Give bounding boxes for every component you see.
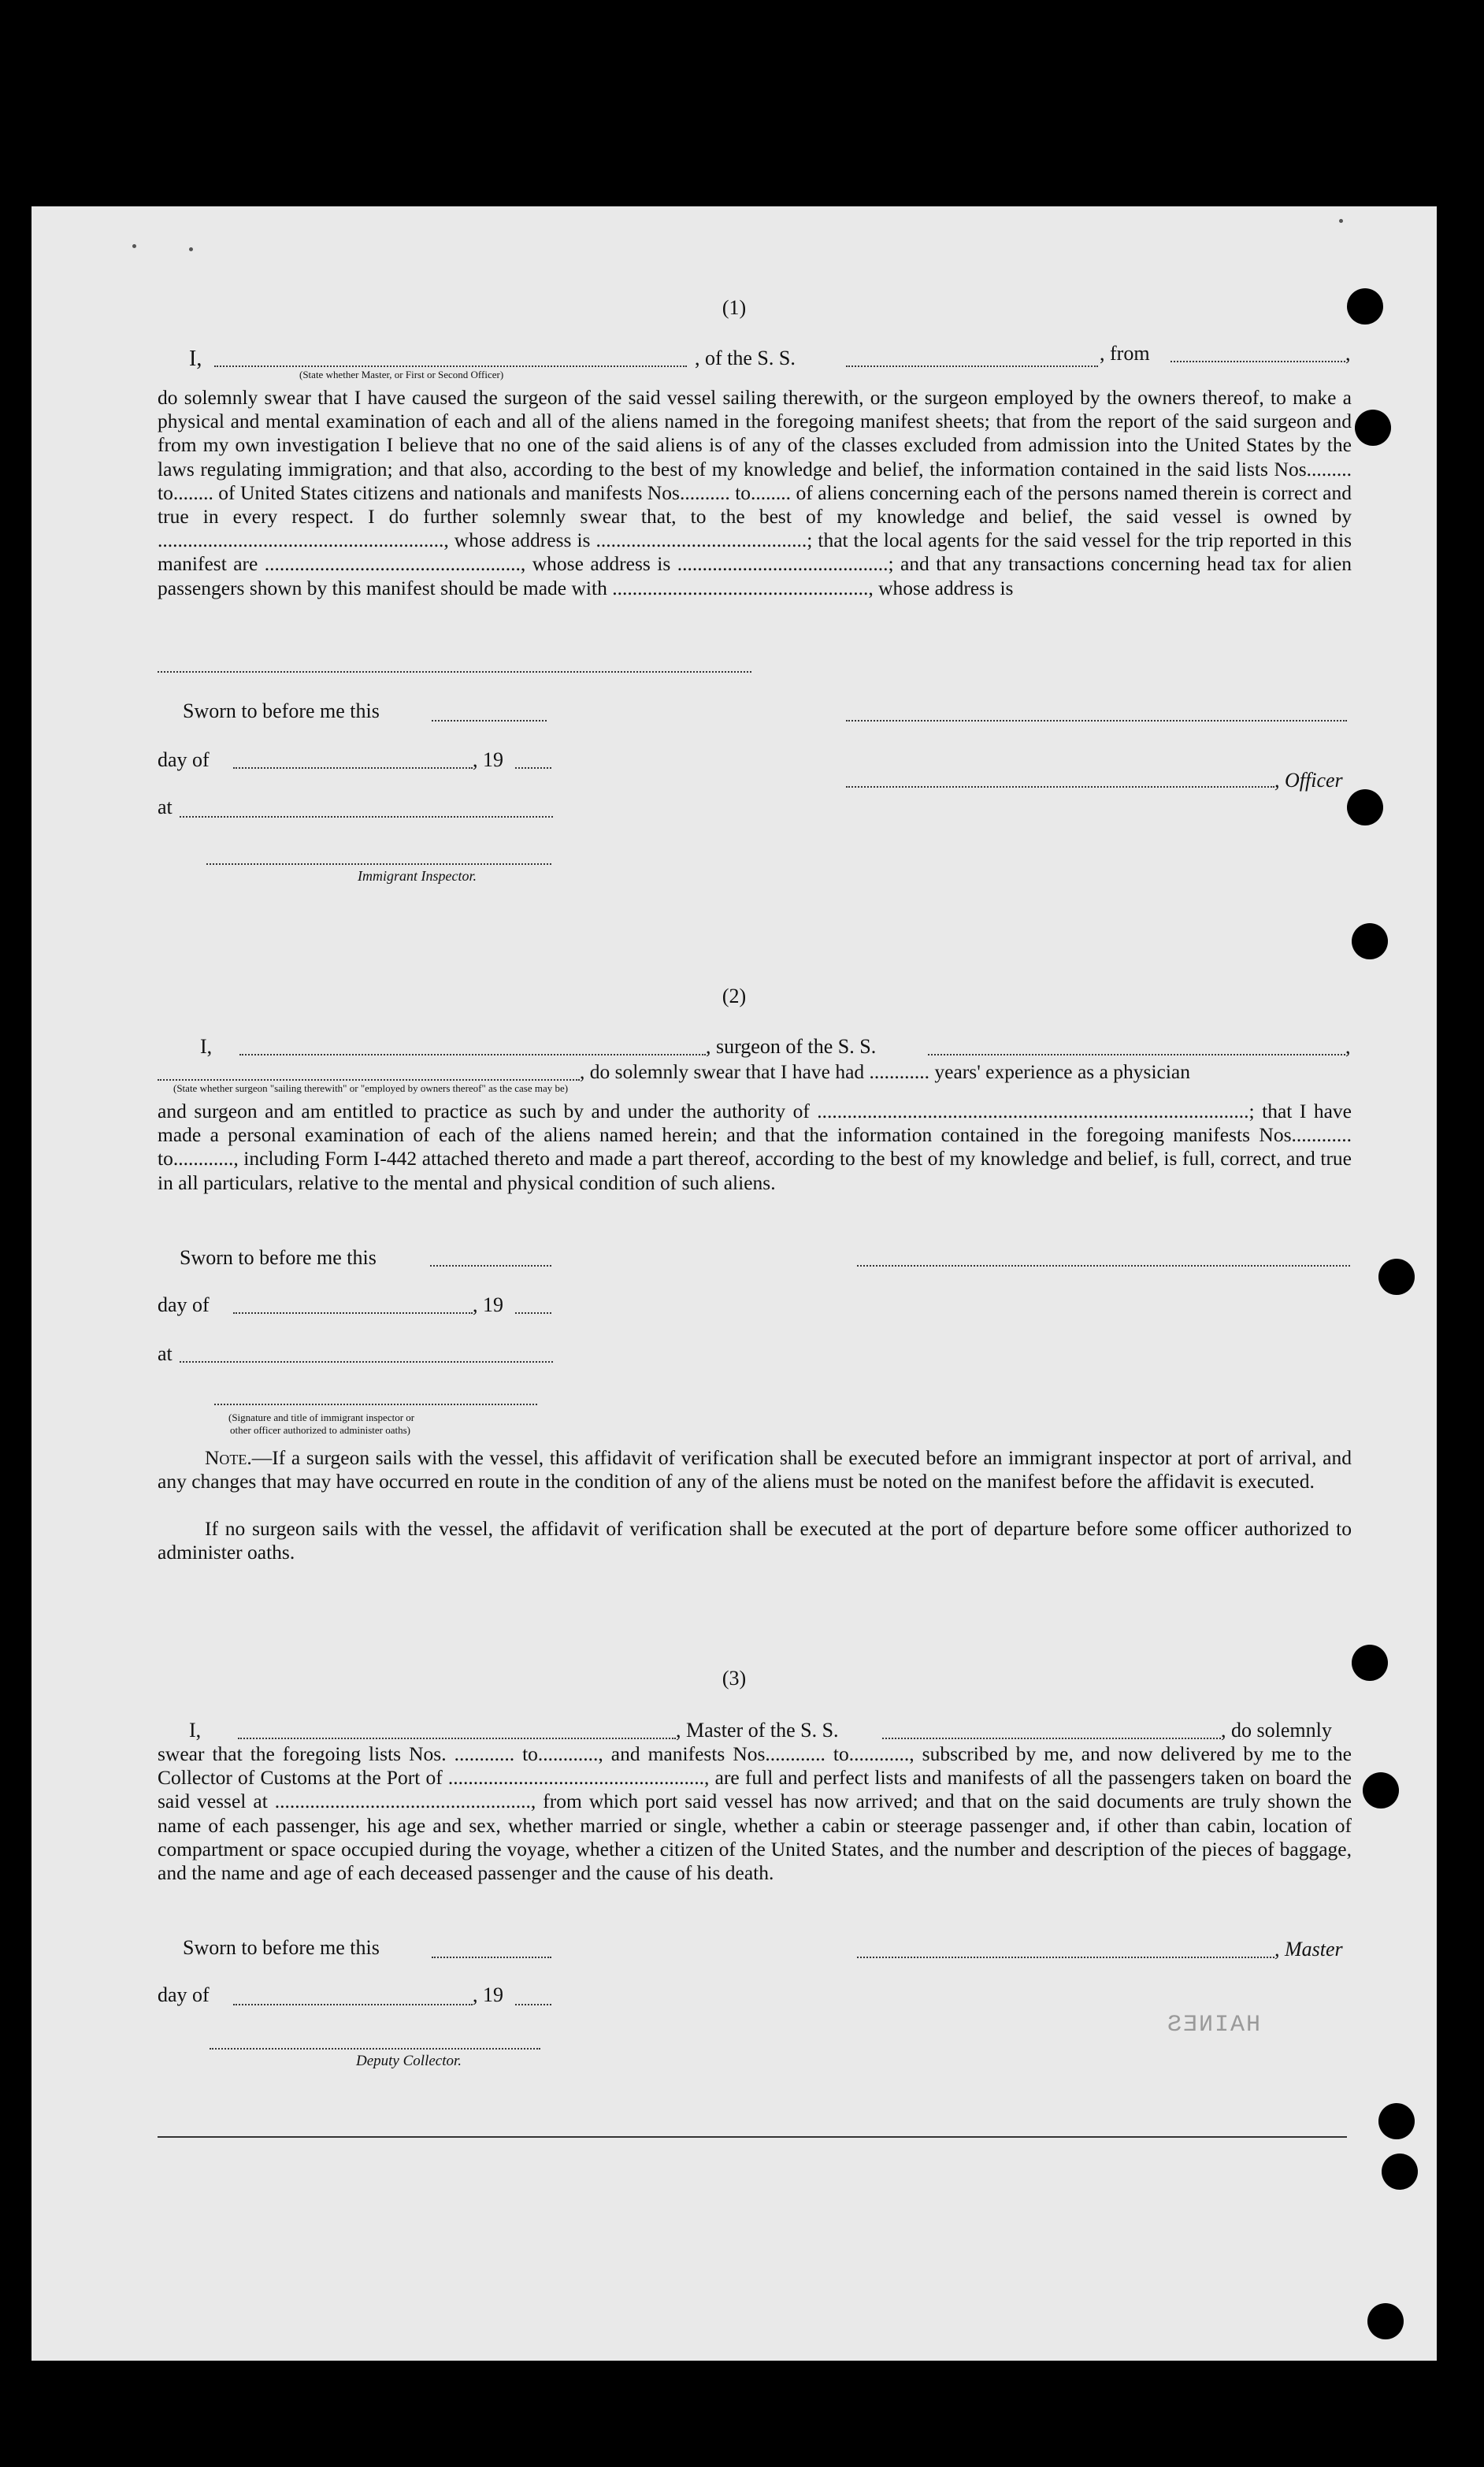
do-solemnly-label: , do solemnly — [1221, 1719, 1332, 1742]
at-label-2: at — [158, 1342, 173, 1365]
signature-note-1: (Signature and title of immigrant inspector or — [228, 1412, 415, 1423]
note-label: Note. — [205, 1446, 252, 1469]
day-of-blank-3 — [233, 2004, 473, 2005]
line-end: , — [1345, 342, 1351, 365]
master-of-label: , Master of the S. S. — [676, 1719, 839, 1742]
inspector-signature-blank — [206, 863, 551, 865]
punch-hole — [1347, 789, 1383, 825]
affidavit-2-body: and surgeon and am entitled to practice as such by and under the authority of ......................................................................................; that I have made a personal examination of each of the aliens named herein; and that the information contained in the foregoing manifests Nos............ to............, including Form I-442 attached thereto and made a part thereof, according to the best of my knowledge and belief, is full, correct, and true in all particulars, relative to the mental and physical condition of such aliens. — [158, 1100, 1352, 1194]
affidavit-2-i: I, — [200, 1035, 213, 1058]
officer-note: (State whether Master, or First or Second Officer) — [299, 369, 504, 380]
surgeon-note: (State whether surgeon "sailing therewith" or "employed by owners thereof" as the case may be) — [173, 1082, 569, 1094]
year-blank-1 — [515, 767, 551, 769]
vessel-name-blank — [846, 365, 1098, 367]
affidavit-1-body: do solemnly swear that I have caused the surgeon of the said vessel sailing therewith, or the surgeon employed by the owners thereof, to make a physical and mental examination of each and all of the aliens named in the foregoing manifest sheets; that from the report of the said surgeon and from my own investigation I believe that no one of the said aliens is of any of the classes excluded from admission into the United States by the laws regulating immigration; and that also, according to the best of my knowledge and belief, the information contained in the said lists Nos......... to........ of United States citizens and nationals and manifests Nos.......... to........ of aliens concerning each of the persons named therein is correct and true in every respect. I do further solemnly swear that, to the best of my knowledge and belief, the said vessel is owned by ........................................................., whose address is ..........................................; that the local agents for the said vessel for the trip reported in this manifest are ..................................................., whose address is ..........................................; and that any transactions concerning head tax for alien passengers shown by this manifest should be made with ..................................................., whose address is — [158, 386, 1352, 599]
year-label-3: , 19 — [473, 1983, 503, 2006]
sworn-date-blank-1 — [432, 720, 547, 722]
day-of-label-2: day of — [158, 1293, 210, 1316]
punch-hole — [1355, 410, 1391, 446]
day-of-blank-2 — [233, 1312, 473, 1314]
affidavit-1-i: I, — [189, 347, 202, 371]
ink-spot — [189, 247, 193, 251]
punch-hole — [1367, 2303, 1404, 2339]
address-continuation-blank — [158, 671, 751, 673]
punch-hole — [1378, 2103, 1415, 2139]
officer-label: , Officer — [1274, 769, 1343, 792]
affidavit-2-number: (2) — [722, 985, 747, 1007]
sworn-label-1: Sworn to before me this — [183, 699, 380, 722]
year-blank-2 — [515, 1312, 551, 1314]
immigrant-inspector-label: Immigrant Inspector. — [358, 868, 477, 884]
note-text-1: —If a surgeon sails with the vessel, this affidavit of verification shall be executed before an immigrant inspector at port of arrival, and any changes that may have occurred en route in the condition of any of the aliens must be noted on the manifest before the affidavit is executed. — [158, 1446, 1352, 1493]
experience-line: , do solemnly swear that I have had ............ years' experience as a physician — [580, 1060, 1190, 1083]
sworn-label-3: Sworn to before me this — [183, 1936, 380, 1959]
surgeon-note-paragraph — [158, 1446, 1352, 1493]
day-of-label-3: day of — [158, 1983, 210, 2006]
collector-signature-blank — [210, 2048, 540, 2050]
of-ss-label: , of the S. S. — [695, 347, 796, 369]
sworn-date-blank-3 — [432, 1957, 551, 1958]
deputy-collector-label: Deputy Collector. — [356, 2053, 462, 2069]
line-end-2: , — [1345, 1035, 1351, 1058]
manifest-page — [32, 206, 1437, 2361]
officer-name-line — [846, 786, 1274, 788]
affidavit-1-number: (1) — [722, 296, 747, 319]
ink-spot — [1339, 219, 1343, 223]
officer-name-blank — [214, 365, 687, 367]
at-blank-2 — [180, 1361, 553, 1363]
punch-hole — [1352, 923, 1388, 959]
day-of-label-1: day of — [158, 748, 210, 771]
departure-note-paragraph: If no surgeon sails with the vessel, the affidavit of verification shall be executed at the port of departure before some officer authorized to administer oaths. — [158, 1517, 1352, 1564]
mirrored-name-stamp: HAINES — [1166, 2012, 1261, 2039]
signature-note-2: other officer authorized to administer oaths) — [230, 1424, 410, 1436]
sworn-label-2: Sworn to before me this — [180, 1246, 377, 1269]
sworn-date-blank-2 — [430, 1265, 551, 1267]
vessel-name-blank-2 — [928, 1054, 1345, 1055]
administer-signature-blank — [214, 1404, 537, 1405]
surgeon-of-label: , surgeon of the S. S. — [706, 1035, 877, 1058]
surgeon-status-blank — [158, 1079, 580, 1081]
affidavit-3-body: swear that the foregoing lists Nos. ............ to............, and manifests Nos............ to............, subscribed by me, and now delivered by me to the Collector of Customs at the Port of ..................................................., are full and perfect lists and manifests of all the passengers taken on board the said vessel at ..................................................., from which port said vessel has now arrived; and that on the said documents are truly shown the name of each passenger, his age and sex, whether married or single, whether a cabin or steerage passenger and, if other than cabin, location of compartment or space occupied during the voyage, whether a citizen of the United States, and the number and description of the pieces of baggage, and the name and age of each deceased passenger and the cause of his death. — [158, 1742, 1352, 1885]
from-label: , from — [1100, 342, 1150, 365]
year-label-2: , 19 — [473, 1293, 503, 1316]
ink-spot — [132, 244, 136, 248]
at-blank-1 — [180, 816, 553, 818]
surgeon-name-blank — [239, 1054, 706, 1055]
surgeon-signature-blank — [857, 1265, 1350, 1267]
day-of-blank-1 — [233, 767, 473, 769]
master-name-blank — [238, 1738, 676, 1739]
punch-hole — [1382, 2154, 1418, 2190]
bottom-rule — [158, 2136, 1347, 2138]
master-signature-blank — [857, 1957, 1274, 1958]
at-label-1: at — [158, 796, 173, 818]
from-port-blank — [1171, 361, 1345, 362]
officer-signature-blank — [846, 720, 1347, 722]
master-label: , Master — [1274, 1938, 1343, 1961]
affidavit-3-number: (3) — [722, 1667, 747, 1690]
year-blank-3 — [515, 2004, 551, 2005]
year-label-1: , 19 — [473, 748, 503, 771]
punch-hole — [1363, 1772, 1399, 1809]
affidavit-3-i: I, — [189, 1719, 202, 1742]
punch-hole — [1378, 1259, 1415, 1295]
vessel-name-blank-3 — [882, 1738, 1221, 1739]
